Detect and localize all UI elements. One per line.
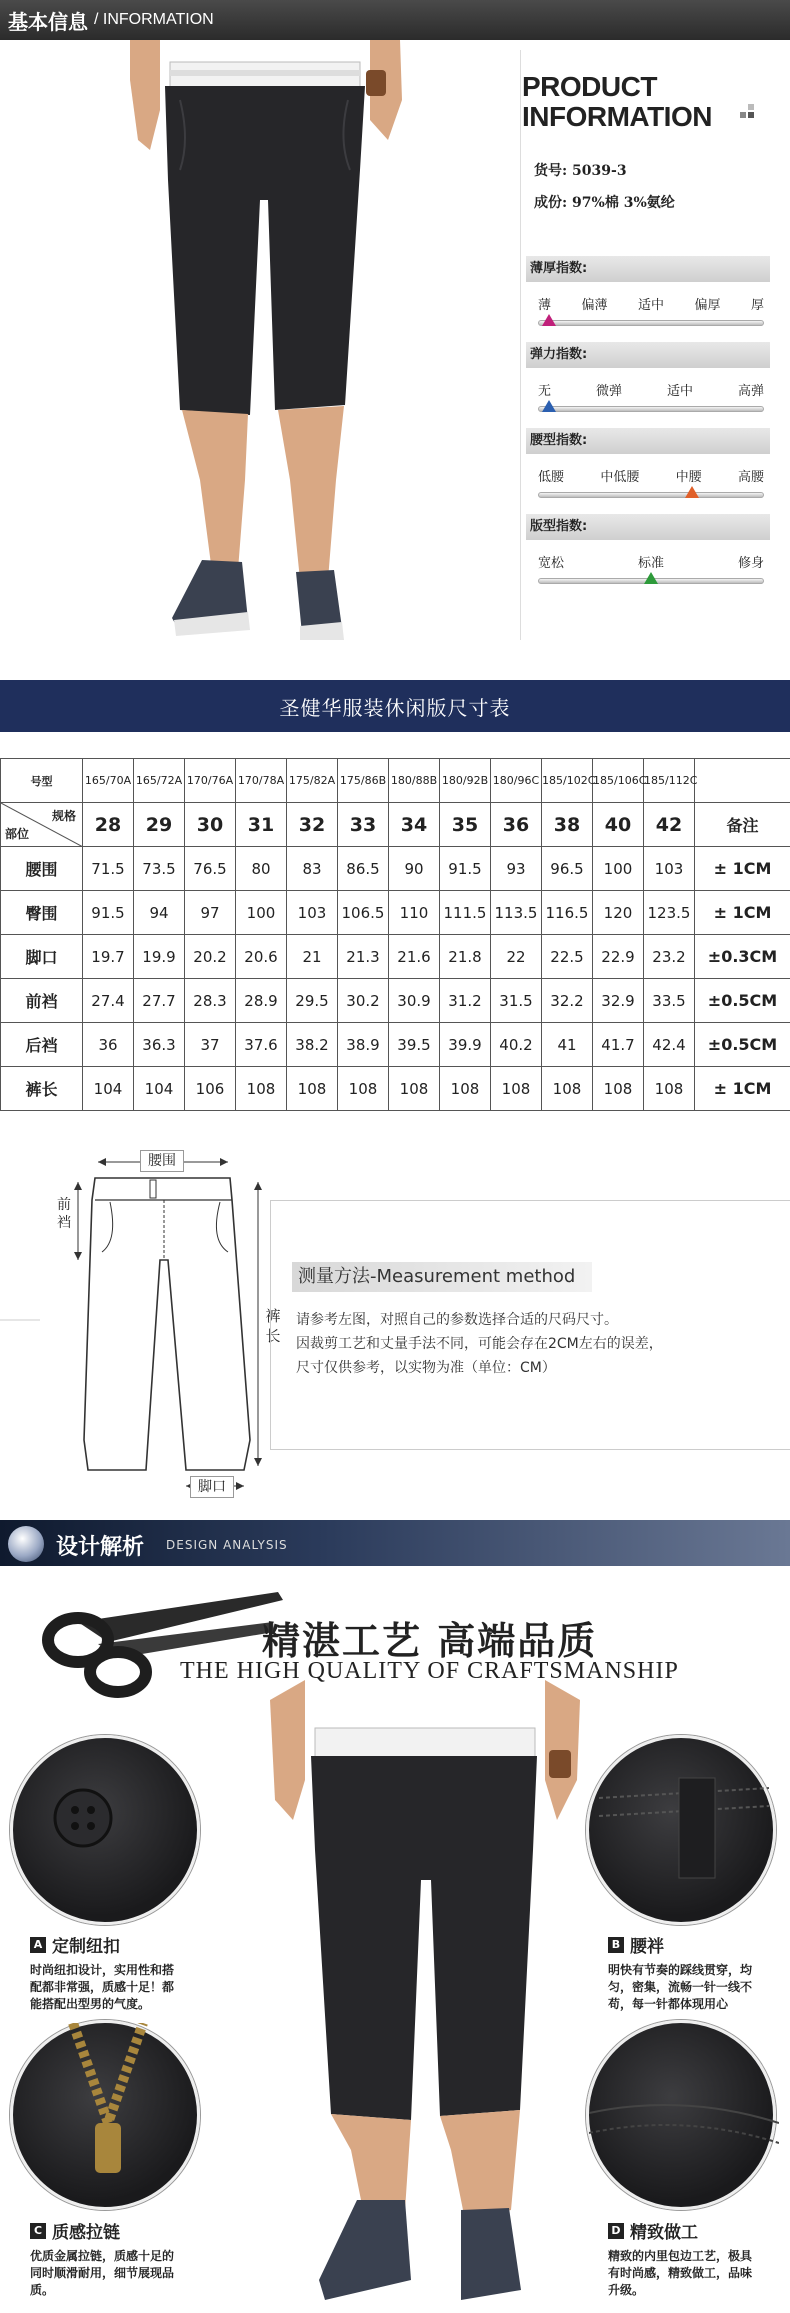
size-code-row: [1, 759, 790, 803]
index-option: 薄: [538, 298, 552, 313]
index-option: 低腰: [538, 470, 565, 485]
tolerance-cell: ±0.5CM: [695, 1023, 790, 1067]
detail-b-title: B 腰袢: [608, 1932, 664, 1957]
value-cell: 37: [185, 1023, 236, 1067]
size-number-row: [1, 803, 790, 847]
size-code-cell: 180/88B: [389, 759, 440, 803]
value-cell: 94: [134, 891, 185, 935]
size-number-cell: 34: [389, 803, 440, 847]
index-option: 修身: [737, 556, 764, 571]
waistband-detail-icon: [589, 1738, 779, 1928]
value-cell: 83: [287, 847, 338, 891]
value-cell: 31.5: [491, 979, 542, 1023]
tolerance-cell: ±0.5CM: [695, 979, 790, 1023]
index-option: 微弹: [595, 384, 622, 399]
value-cell: 28.3: [185, 979, 236, 1023]
value-cell: 110: [389, 891, 440, 935]
value-cell: 39.5: [389, 1023, 440, 1067]
value-cell: 41: [542, 1023, 593, 1067]
detail-d-title: D 精致做工: [608, 2218, 698, 2243]
size-code-cell: 185/102C: [542, 759, 593, 803]
value-cell: 103: [644, 847, 695, 891]
empty-cell: [695, 759, 790, 803]
value-cell: 108: [236, 1067, 287, 1111]
size-number-cell: 28: [83, 803, 134, 847]
value-cell: 104: [83, 1067, 134, 1111]
value-cell: 93: [491, 847, 542, 891]
label-front-rise: 前裆: [57, 1197, 71, 1231]
table-row: [1, 891, 790, 935]
value-cell: 27.4: [83, 979, 134, 1023]
value-cell: 96.5: [542, 847, 593, 891]
row-label-cell: 臀围: [1, 891, 83, 935]
measurement-title: 测量方法-Measurement method: [292, 1262, 592, 1292]
tolerance-cell: ±0.3CM: [695, 935, 790, 979]
value-cell: 19.7: [83, 935, 134, 979]
value-cell: 108: [440, 1067, 491, 1111]
row-label-cell: 裤长: [1, 1067, 83, 1111]
size-number-cell: 33: [338, 803, 389, 847]
value-cell: 36: [83, 1023, 134, 1067]
title-decoration-icon: [740, 104, 756, 120]
value-cell: 91.5: [83, 891, 134, 935]
item-number-row: 货号: 5039-3: [534, 163, 627, 179]
index-option: 偏薄: [581, 298, 608, 313]
size-number-cell: 40: [593, 803, 644, 847]
value-cell: 104: [134, 1067, 185, 1111]
value-cell: 90: [389, 847, 440, 891]
index-header: 弹力指数:: [526, 342, 770, 368]
value-cell: 91.5: [440, 847, 491, 891]
size-number-cell: 36: [491, 803, 542, 847]
size-code-cell: 180/96C: [491, 759, 542, 803]
table-row: [1, 1067, 790, 1111]
value-cell: 76.5: [185, 847, 236, 891]
detail-b-text: 明快有节奏的踩线贯穿，均 匀，密集，流畅一针一线不 苟，每一针都体现用心: [608, 1963, 753, 2011]
index-option: 适中: [637, 298, 664, 313]
value-cell: 108: [593, 1067, 644, 1111]
value-cell: 73.5: [134, 847, 185, 891]
value-cell: 22.5: [542, 935, 593, 979]
index-option: 中腰: [675, 470, 702, 485]
index-header: 版型指数:: [526, 514, 770, 540]
size-chart-title: 圣健华服装休闲版尺寸表: [0, 680, 790, 732]
value-cell: 120: [593, 891, 644, 935]
index-slider-track: [538, 492, 764, 498]
value-cell: 108: [491, 1067, 542, 1111]
table-row: [1, 847, 790, 891]
size-code-cell: 170/76A: [185, 759, 236, 803]
value-cell: 108: [644, 1067, 695, 1111]
design-title-cn: 设计解析: [56, 1535, 145, 1560]
index-option: 中低腰: [600, 470, 640, 485]
detail-a-title: A 定制纽扣: [30, 1932, 120, 1957]
value-cell: 38.9: [338, 1023, 389, 1067]
size-chart-table: [0, 758, 790, 1111]
value-cell: 29.5: [287, 979, 338, 1023]
model-photo-front: [120, 40, 410, 640]
table-row: [1, 1023, 790, 1067]
note-head-cell: 备注: [695, 803, 790, 847]
size-number-cell: 35: [440, 803, 491, 847]
measurement-notes: 请参考左图，对照自己的参数选择合适的尺码尺寸。 因裁剪工艺和丈量手法不同，可能会存在2CM左右的误差， 尺寸仅供参考，以实物为准（单位：CM）: [296, 1312, 663, 1376]
size-code-cell: 165/72A: [134, 759, 185, 803]
value-cell: 20.6: [236, 935, 287, 979]
value-cell: 33.5: [644, 979, 695, 1023]
index-options: [538, 380, 764, 399]
index-option: 偏厚: [694, 298, 721, 313]
size-code-cell: 175/86B: [338, 759, 389, 803]
value-cell: 28.9: [236, 979, 287, 1023]
value-cell: 41.7: [593, 1023, 644, 1067]
size-number-cell: 30: [185, 803, 236, 847]
value-cell: 113.5: [491, 891, 542, 935]
model-photo-detail: [265, 1680, 585, 2313]
detail-image-waistband: [586, 1735, 776, 1925]
index-option: 宽松: [538, 556, 565, 571]
table-row: [1, 979, 790, 1023]
composition-row: 成份: 97%棉 3%氨纶: [534, 195, 675, 211]
detail-c-title: C 质感拉链: [30, 2218, 120, 2243]
value-cell: 108: [389, 1067, 440, 1111]
zipper-detail-icon: [13, 2023, 203, 2213]
index-option: 标准: [637, 556, 664, 571]
value-cell: 19.9: [134, 935, 185, 979]
value-cell: 123.5: [644, 891, 695, 935]
value-cell: 27.7: [134, 979, 185, 1023]
value-cell: 100: [236, 891, 287, 935]
value-cell: 106.5: [338, 891, 389, 935]
size-code-cell: 180/92B: [440, 759, 491, 803]
row-label-cell: 前裆: [1, 979, 83, 1023]
value-cell: 21.8: [440, 935, 491, 979]
value-cell: 38.2: [287, 1023, 338, 1067]
index-header: 薄厚指数:: [526, 256, 770, 282]
value-cell: 30.2: [338, 979, 389, 1023]
craft-headline-en: THE HIGH QUALITY OF CRAFTSMANSHIP: [180, 1658, 679, 1684]
value-cell: 108: [338, 1067, 389, 1111]
size-code-cell: 185/106C: [593, 759, 644, 803]
detail-d-text: 精致的内里包边工艺，极具 有时尚感，精致做工，品味 升级。: [608, 2249, 753, 2297]
corner-label-spec: 规格: [51, 809, 76, 823]
row-label-cell: 后裆: [1, 1023, 83, 1067]
size-code-cell: 175/82A: [287, 759, 338, 803]
label-length: 裤长: [265, 1307, 281, 1345]
design-analysis-banner: [0, 1520, 790, 1566]
value-cell: 22: [491, 935, 542, 979]
value-cell: 23.2: [644, 935, 695, 979]
value-cell: 108: [287, 1067, 338, 1111]
value-cell: 21.3: [338, 935, 389, 979]
value-cell: 103: [287, 891, 338, 935]
value-cell: 42.4: [644, 1023, 695, 1067]
corner-label-part: 部位: [5, 827, 30, 841]
index-options: [538, 466, 764, 485]
value-cell: 106: [185, 1067, 236, 1111]
index-slider-track: [538, 406, 764, 412]
index-level-marker-icon: [542, 400, 556, 412]
tolerance-cell: ± 1CM: [695, 847, 790, 891]
value-cell: 21.6: [389, 935, 440, 979]
product-info-title: PRODUCT INFORMATION: [522, 71, 712, 132]
size-number-cell: 29: [134, 803, 185, 847]
design-title-en: DESIGN ANALYSIS: [166, 1538, 288, 1552]
row-label-cell: 脚口: [1, 935, 83, 979]
size-code-cell: 170/78A: [236, 759, 287, 803]
value-cell: 40.2: [491, 1023, 542, 1067]
index-option: 厚: [750, 298, 764, 313]
index-options: [538, 552, 764, 571]
index-option: 适中: [666, 384, 693, 399]
index-option: 无: [538, 384, 552, 399]
value-cell: 31.2: [440, 979, 491, 1023]
value-cell: 21: [287, 935, 338, 979]
value-cell: 86.5: [338, 847, 389, 891]
corner-cell: [1, 803, 83, 847]
section-header-information: [0, 0, 790, 40]
table-row: [1, 935, 790, 979]
value-cell: 97: [185, 891, 236, 935]
value-cell: 39.9: [440, 1023, 491, 1067]
section-title-cn: 基本信息: [8, 9, 88, 34]
size-code-cell: 165/70A: [83, 759, 134, 803]
index-slider-track: [538, 320, 764, 326]
trousers-measurement-diagram: [0, 1140, 270, 1510]
detail-image-button: [10, 1735, 200, 1925]
value-cell: 116.5: [542, 891, 593, 935]
value-cell: 32.9: [593, 979, 644, 1023]
detail-image-lining: [586, 2020, 776, 2210]
label-waist: 腰围: [140, 1150, 184, 1172]
size-code-cell: 185/112C: [644, 759, 695, 803]
value-cell: 22.9: [593, 935, 644, 979]
index-header: 腰型指数:: [526, 428, 770, 454]
value-cell: 20.2: [185, 935, 236, 979]
craft-headline-cn: 精湛工艺 高端品质: [262, 1618, 598, 1663]
value-cell: 32.2: [542, 979, 593, 1023]
tolerance-cell: ± 1CM: [695, 1067, 790, 1111]
index-level-marker-icon: [685, 486, 699, 498]
size-number-cell: 38: [542, 803, 593, 847]
detail-a-text: 时尚纽扣设计，实用性和搭 配都非常强，质感十足！都 能搭配出型男的气度。: [30, 1963, 175, 2011]
tolerance-cell: ± 1CM: [695, 891, 790, 935]
detail-image-zipper: [10, 2020, 200, 2210]
label-hem: 脚口: [190, 1476, 234, 1498]
value-cell: 111.5: [440, 891, 491, 935]
value-cell: 80: [236, 847, 287, 891]
size-number-cell: 32: [287, 803, 338, 847]
value-cell: 30.9: [389, 979, 440, 1023]
lining-detail-icon: [589, 2023, 779, 2213]
value-cell: 108: [542, 1067, 593, 1111]
row-head-model: 号型: [1, 759, 83, 803]
value-cell: 36.3: [134, 1023, 185, 1067]
index-option: 高腰: [737, 470, 764, 485]
value-cell: 37.6: [236, 1023, 287, 1067]
row-label-cell: 腰围: [1, 847, 83, 891]
detail-c-text: 优质金属拉链，质感十足的 同时顺滑耐用，细节展现品 质。: [30, 2249, 175, 2297]
index-level-marker-icon: [644, 572, 658, 584]
size-number-cell: 42: [644, 803, 695, 847]
section-title-en: / INFORMATION: [94, 11, 214, 28]
size-number-cell: 31: [236, 803, 287, 847]
value-cell: 100: [593, 847, 644, 891]
index-option: 高弹: [737, 384, 764, 399]
index-options: [538, 294, 764, 313]
index-level-marker-icon: [542, 314, 556, 326]
value-cell: 71.5: [83, 847, 134, 891]
button-detail-icon: [13, 1738, 203, 1928]
banner-badge-icon: [8, 1526, 44, 1562]
